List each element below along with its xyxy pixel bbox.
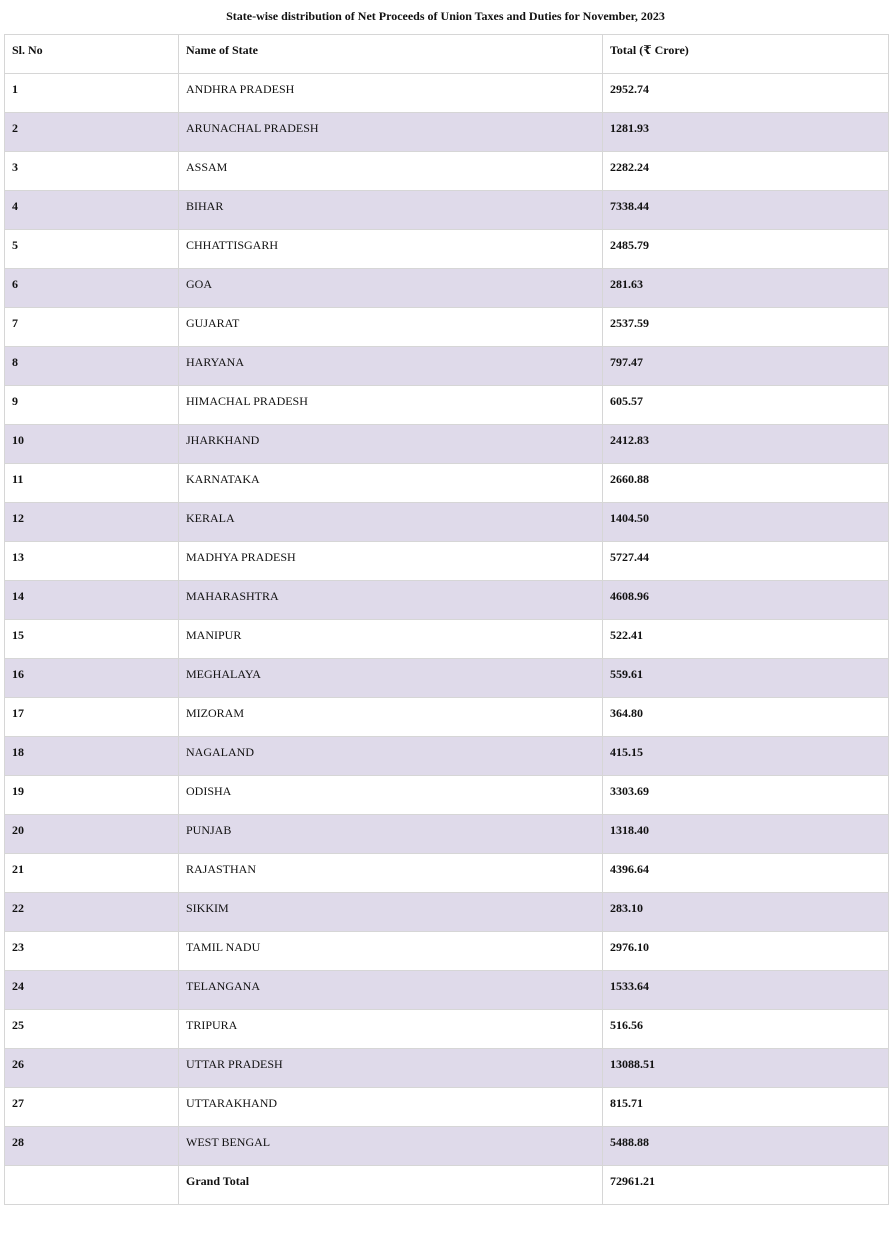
cell-total: 3303.69 (603, 776, 889, 815)
column-header-state: Name of State (179, 35, 603, 74)
cell-total: 2976.10 (603, 932, 889, 971)
grand-total-label: Grand Total (179, 1166, 603, 1205)
table-row (5, 347, 889, 386)
cell-state-name: HARYANA (179, 347, 603, 386)
table-row (5, 503, 889, 542)
cell-sl-no: 24 (5, 971, 179, 1010)
tax-distribution-table (4, 34, 889, 1205)
cell-sl-no: 9 (5, 386, 179, 425)
cell-total: 2537.59 (603, 308, 889, 347)
cell-state-name: KARNATAKA (179, 464, 603, 503)
cell-total: 13088.51 (603, 1049, 889, 1088)
cell-state-name: ODISHA (179, 776, 603, 815)
table-row (5, 1088, 889, 1127)
cell-state-name: CHHATTISGARH (179, 230, 603, 269)
cell-state-name: MAHARASHTRA (179, 581, 603, 620)
cell-sl-no: 3 (5, 152, 179, 191)
table-row (5, 113, 889, 152)
cell-sl-no: 26 (5, 1049, 179, 1088)
cell-state-name: TAMIL NADU (179, 932, 603, 971)
cell-state-name: ARUNACHAL PRADESH (179, 113, 603, 152)
cell-total: 7338.44 (603, 191, 889, 230)
cell-total: 4396.64 (603, 854, 889, 893)
cell-total: 5488.88 (603, 1127, 889, 1166)
table-row (5, 464, 889, 503)
table-row (5, 1049, 889, 1088)
cell-sl-no: 11 (5, 464, 179, 503)
table-row (5, 815, 889, 854)
cell-total: 516.56 (603, 1010, 889, 1049)
table-row (5, 737, 889, 776)
column-header-total: Total (₹ Crore) (603, 35, 889, 74)
cell-total: 2282.24 (603, 152, 889, 191)
cell-total: 2952.74 (603, 74, 889, 113)
cell-sl-no: 12 (5, 503, 179, 542)
cell-sl-no: 25 (5, 1010, 179, 1049)
cell-state-name: MANIPUR (179, 620, 603, 659)
table-row (5, 152, 889, 191)
cell-total: 364.80 (603, 698, 889, 737)
table-row (5, 230, 889, 269)
table-row (5, 542, 889, 581)
cell-state-name: UTTARAKHAND (179, 1088, 603, 1127)
cell-state-name: NAGALAND (179, 737, 603, 776)
cell-sl-no: 7 (5, 308, 179, 347)
table-row (5, 854, 889, 893)
cell-sl-no: 27 (5, 1088, 179, 1127)
cell-total: 1533.64 (603, 971, 889, 1010)
cell-sl-no: 4 (5, 191, 179, 230)
cell-sl-no: 28 (5, 1127, 179, 1166)
cell-state-name: GUJARAT (179, 308, 603, 347)
table-row (5, 581, 889, 620)
table-row (5, 620, 889, 659)
cell-sl-no: 1 (5, 74, 179, 113)
cell-total: 605.57 (603, 386, 889, 425)
cell-state-name: KERALA (179, 503, 603, 542)
cell-state-name: MADHYA PRADESH (179, 542, 603, 581)
grand-total-value: 72961.21 (603, 1166, 889, 1205)
cell-total: 415.15 (603, 737, 889, 776)
cell-sl-no: 15 (5, 620, 179, 659)
cell-sl-no: 18 (5, 737, 179, 776)
cell-total: 1404.50 (603, 503, 889, 542)
cell-state-name: MEGHALAYA (179, 659, 603, 698)
cell-sl-no: 19 (5, 776, 179, 815)
cell-sl-no: 14 (5, 581, 179, 620)
table-row (5, 893, 889, 932)
cell-state-name: WEST BENGAL (179, 1127, 603, 1166)
cell-total: 4608.96 (603, 581, 889, 620)
table-row (5, 1127, 889, 1166)
cell-total: 1318.40 (603, 815, 889, 854)
cell-state-name: JHARKHAND (179, 425, 603, 464)
table-row (5, 971, 889, 1010)
cell-state-name: SIKKIM (179, 893, 603, 932)
table-body (5, 74, 889, 1205)
cell-total: 5727.44 (603, 542, 889, 581)
table-row (5, 74, 889, 113)
table-header-row (5, 35, 889, 74)
table-row (5, 269, 889, 308)
table-row (5, 1010, 889, 1049)
cell-state-name: TELANGANA (179, 971, 603, 1010)
cell-sl-no: 20 (5, 815, 179, 854)
cell-state-name: BIHAR (179, 191, 603, 230)
cell-sl-no: 6 (5, 269, 179, 308)
cell-sl-no: 23 (5, 932, 179, 971)
cell-total: 2412.83 (603, 425, 889, 464)
cell-sl-no: 16 (5, 659, 179, 698)
table-row (5, 659, 889, 698)
cell-state-name: ASSAM (179, 152, 603, 191)
table-row (5, 308, 889, 347)
column-header-sl-no: Sl. No (5, 35, 179, 74)
cell-sl-no: 5 (5, 230, 179, 269)
cell-total: 797.47 (603, 347, 889, 386)
cell-state-name: UTTAR PRADESH (179, 1049, 603, 1088)
cell-state-name: PUNJAB (179, 815, 603, 854)
grand-total-row (5, 1166, 889, 1205)
cell-total: 283.10 (603, 893, 889, 932)
table-row (5, 776, 889, 815)
cell-sl-no: 22 (5, 893, 179, 932)
cell-state-name: GOA (179, 269, 603, 308)
table-caption: State-wise distribution of Net Proceeds of Union Taxes and Duties for November, 2023 (226, 9, 665, 23)
table-row (5, 386, 889, 425)
cell-state-name: TRIPURA (179, 1010, 603, 1049)
cell-state-name: HIMACHAL PRADESH (179, 386, 603, 425)
cell-state-name: RAJASTHAN (179, 854, 603, 893)
cell-sl-no: 17 (5, 698, 179, 737)
table-row (5, 425, 889, 464)
cell-sl-no: 21 (5, 854, 179, 893)
cell-total: 2485.79 (603, 230, 889, 269)
cell-total: 522.41 (603, 620, 889, 659)
cell-total: 2660.88 (603, 464, 889, 503)
cell-sl-no (5, 1166, 179, 1205)
cell-sl-no: 2 (5, 113, 179, 152)
cell-state-name: MIZORAM (179, 698, 603, 737)
table-row (5, 698, 889, 737)
table-row (5, 932, 889, 971)
cell-sl-no: 13 (5, 542, 179, 581)
cell-total: 281.63 (603, 269, 889, 308)
cell-total: 559.61 (603, 659, 889, 698)
cell-state-name: ANDHRA PRADESH (179, 74, 603, 113)
cell-total: 815.71 (603, 1088, 889, 1127)
cell-sl-no: 8 (5, 347, 179, 386)
table-row (5, 191, 889, 230)
cell-total: 1281.93 (603, 113, 889, 152)
cell-sl-no: 10 (5, 425, 179, 464)
